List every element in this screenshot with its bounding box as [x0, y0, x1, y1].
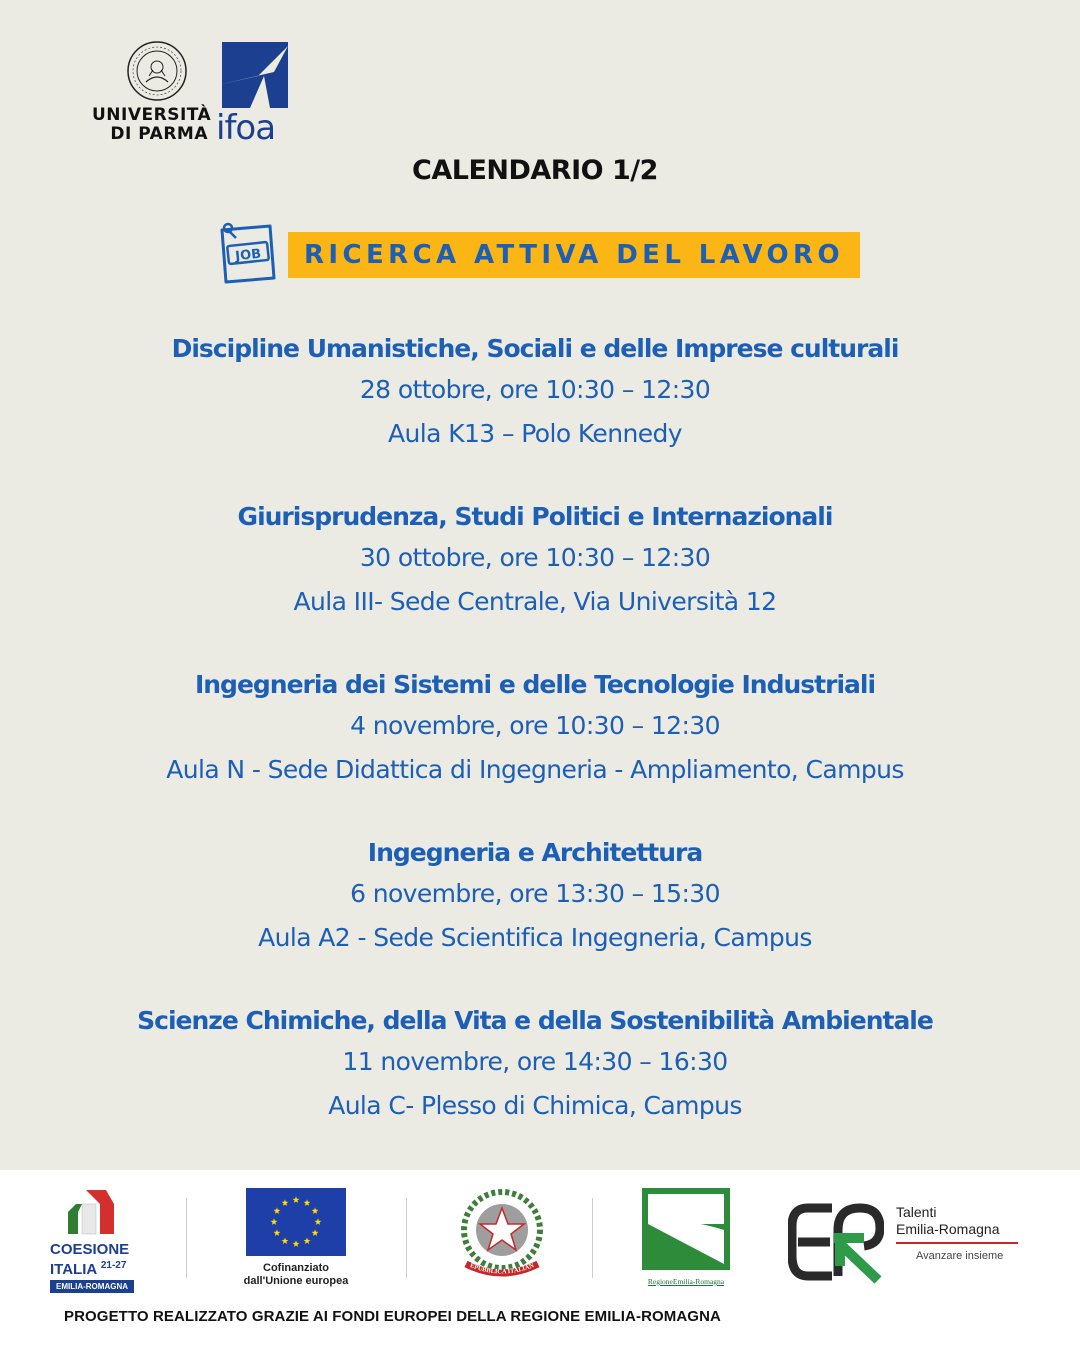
- banner-label: RICERCA ATTIVA DEL LAVORO: [288, 232, 860, 278]
- coesione-italia-emblem-icon: [62, 1186, 122, 1242]
- coesione-line1: COESIONE: [50, 1241, 130, 1258]
- session-location: Aula C- Plesso di Chimica, Campus: [328, 1091, 742, 1120]
- header: [0, 0, 1080, 160]
- coesione-line2: ITALIA: [50, 1261, 97, 1278]
- session-item: [0, 834, 1070, 1002]
- repubblica-italiana-emblem: [452, 1184, 552, 1288]
- session-title: Discipline Umanistiche, Sociali e delle Imprese culturali: [171, 334, 899, 363]
- session-item: [0, 498, 1070, 666]
- university-name-line1: UNIVERSITÀ: [92, 105, 212, 125]
- session-location: Aula III- Sede Centrale, Via Università 12: [293, 587, 777, 616]
- repubblica-ribbon-text: EPUBBLICA ITALIAN: [468, 1262, 536, 1276]
- session-datetime: 6 novembre, ore 13:30 – 15:30: [350, 879, 720, 908]
- eu-caption-line2: dall'Unione europea: [243, 1275, 349, 1287]
- talenti-rule: [896, 1242, 1018, 1244]
- session-location: Aula A2 - Sede Scientifica Ingegneria, Campus: [258, 923, 812, 952]
- regione-emblem-icon: [640, 1186, 732, 1272]
- footer-divider: [186, 1198, 187, 1278]
- coesione-region: EMILIA-ROMAGNA: [50, 1280, 134, 1293]
- session-item: [0, 666, 1070, 834]
- job-icon-text: JOB: [234, 246, 262, 265]
- funding-note: PROGETTO REALIZZATO GRAZIE AI FONDI EUROPEI DELLA REGIONE EMILIA-ROMAGNA: [64, 1308, 721, 1325]
- session-datetime: 28 ottobre, ore 10:30 – 12:30: [359, 375, 711, 404]
- calendar-title: CALENDARIO 1/2: [412, 155, 658, 186]
- regione-emilia-romagna-logo: [640, 1186, 732, 1286]
- ifoa-emblem-icon: [214, 42, 290, 112]
- regione-caption: RegioneEmilia-Romagna: [647, 1277, 725, 1286]
- university-of-parma-logo: [92, 40, 222, 150]
- session-datetime: 30 ottobre, ore 10:30 – 12:30: [359, 543, 711, 572]
- talenti-emilia-romagna-logo: [788, 1200, 1028, 1290]
- session-item: [0, 330, 1070, 498]
- session-item: [0, 1002, 1070, 1170]
- job-board-icon: [216, 222, 280, 286]
- footer-divider: [592, 1198, 593, 1278]
- university-seal-icon: [126, 40, 188, 102]
- eu-caption-line1: Cofinanziato: [263, 1262, 329, 1274]
- university-name-line2: DI PARMA: [110, 124, 208, 144]
- session-datetime: 11 novembre, ore 14:30 – 16:30: [342, 1047, 728, 1076]
- session-list: [0, 330, 1070, 1170]
- session-datetime: 4 novembre, ore 10:30 – 12:30: [350, 711, 720, 740]
- session-title: Scienze Chimiche, della Vita e della Sostenibilità Ambientale: [137, 1006, 933, 1035]
- session-title: Ingegneria dei Sistemi e delle Tecnologie Industriali: [194, 670, 876, 699]
- session-title: Ingegneria e Architettura: [367, 838, 703, 867]
- eu-flag-icon: [246, 1188, 346, 1256]
- er-monogram-icon: [788, 1200, 884, 1286]
- session-title: Giurisprudenza, Studi Politici e Internazionali: [237, 502, 833, 531]
- coesione-years: 21-27: [100, 1260, 127, 1271]
- ifoa-logo: [214, 42, 290, 148]
- session-location: Aula K13 – Polo Kennedy: [388, 419, 682, 448]
- talenti-line2: Emilia-Romagna: [896, 1221, 1000, 1237]
- eu-cofunded-logo: [226, 1188, 366, 1288]
- talenti-line1: Talenti: [896, 1204, 937, 1220]
- footer-divider: [406, 1198, 407, 1278]
- session-location: Aula N - Sede Didattica di Ingegneria - Ampliamento, Campus: [166, 755, 904, 784]
- coesione-italia-logo: [50, 1186, 150, 1293]
- section-banner: [216, 222, 876, 284]
- ifoa-wordmark: ifoa: [216, 108, 276, 148]
- italian-emblem-icon: [452, 1184, 552, 1284]
- talenti-tagline: Avanzare insieme: [916, 1250, 1004, 1262]
